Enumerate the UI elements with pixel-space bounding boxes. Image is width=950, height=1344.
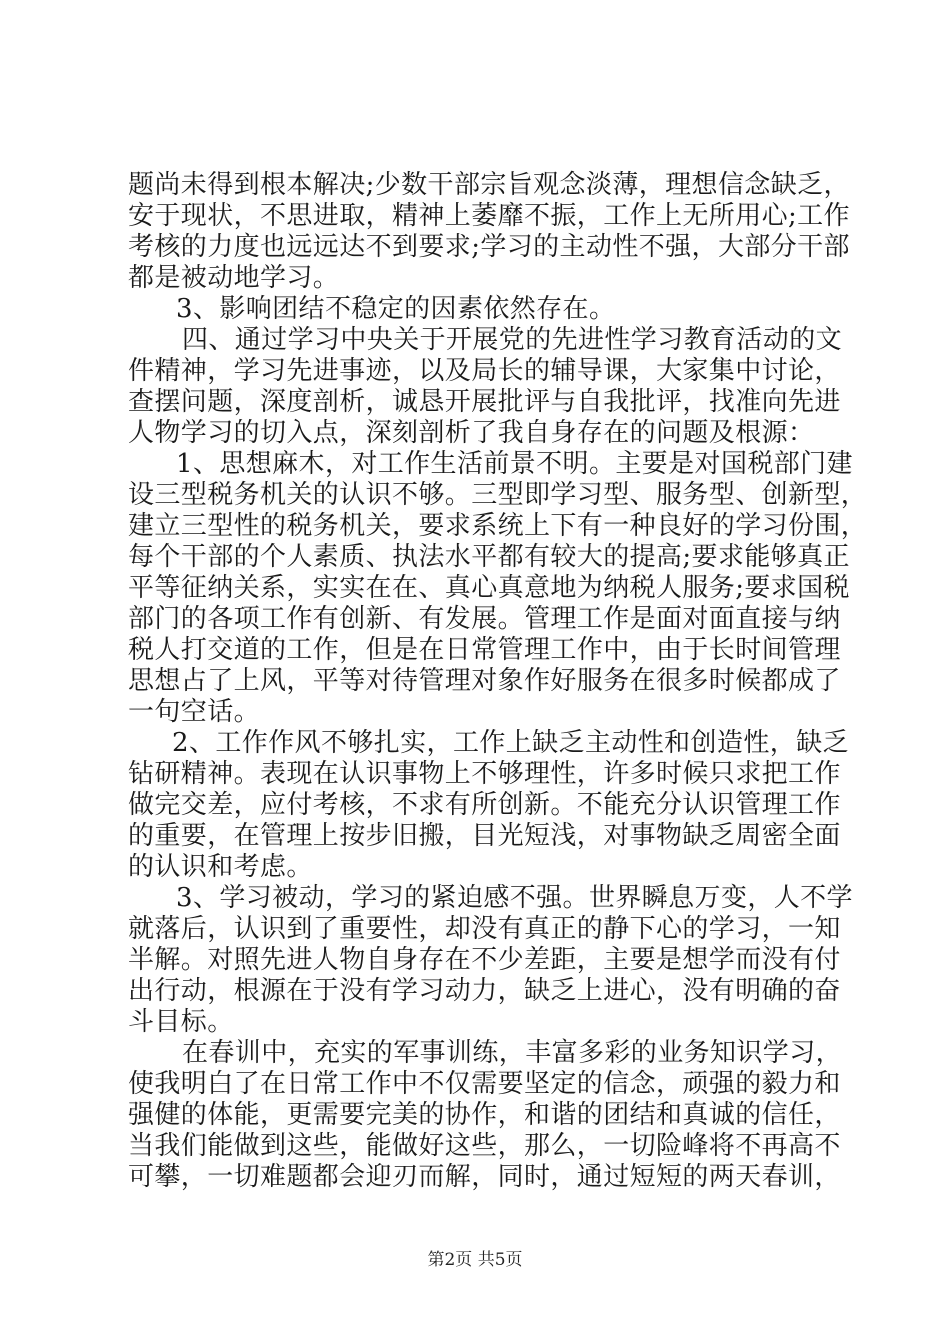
page-number-footer: 第2页 共5页 [427, 1250, 523, 1270]
text-line: 税人打交道的工作，但是在日常管理工作中，由于长时间管理 [128, 635, 841, 665]
text-line: 安于现状，不思进取，精神上萎靡不振，工作上无所用心;工作 [128, 201, 850, 231]
text-line: 建立三型性的税务机关，要求系统上下有一种良好的学习份围， [128, 511, 868, 541]
text-line: 思想占了上风，平等对待管理对象作好服务在很多时候都成了 [128, 666, 841, 696]
text-line: 人物学习的切入点，深刻剖析了我自身存在的问题及根源： [128, 418, 815, 448]
text-line: 做完交差，应付考核，不求有所创新。不能充分认识管理工作 [128, 790, 841, 820]
text-line: 都是被动地学习。 [128, 263, 340, 293]
text-line: 的认识和考虑。 [128, 852, 313, 882]
text-line: 强健的体能，更需要完美的协作，和谐的团结和真诚的信任， [128, 1100, 841, 1130]
document-body [128, 170, 868, 1193]
text-line: 平等征纳关系，实实在在、真心真意地为纳税人服务;要求国税 [128, 573, 850, 603]
text-line: 可攀，一切难题都会迎刃而解，同时，通过短短的两天春训， [128, 1162, 841, 1192]
text-line: 1、思想麻木，对工作生活前景不明。主要是对国税部门建 [176, 449, 853, 479]
text-line: 设三型税务机关的认识不够。三型即学习型、服务型、创新型， [128, 480, 868, 510]
text-line: 部门的各项工作有创新、有发展。管理工作是面对面直接与纳 [128, 604, 841, 634]
text-line: 半解。对照先进人物自身存在不少差距，主要是想学而没有付 [128, 945, 841, 975]
text-line: 就落后，认识到了重要性，却没有真正的静下心的学习，一知 [128, 914, 841, 944]
text-line: 一句空话。 [128, 697, 261, 727]
text-line: 2、工作作风不够扎实，工作上缺乏主动性和创造性，缺乏 [172, 728, 849, 758]
text-line: 考核的力度也远远达不到要求;学习的主动性不强，大部分干部 [128, 232, 850, 262]
text-line: 每个干部的个人素质、执法水平都有较大的提高;要求能够真正 [128, 542, 850, 572]
text-line: 的重要，在管理上按步旧搬，目光短浅，对事物缺乏周密全面 [128, 821, 841, 851]
text-line: 件精神，学习先进事迹，以及局长的辅导课，大家集中讨论， [128, 356, 841, 386]
text-line: 在春训中，充实的军事训练，丰富多彩的业务知识学习， [182, 1038, 843, 1068]
text-line: 3、影响团结不稳定的因素依然存在。 [176, 294, 616, 324]
text-line: 3、学习被动，学习的紧迫感不强。世界瞬息万变，人不学 [176, 883, 853, 913]
text-line: 使我明白了在日常工作中不仅需要坚定的信念，顽强的毅力和 [128, 1069, 841, 1099]
text-line: 当我们能做到这些，能做好这些，那么，一切险峰将不再高不 [128, 1131, 841, 1161]
text-line: 题尚未得到根本解决;少数干部宗旨观念淡薄，理想信念缺乏， [128, 170, 850, 200]
text-line: 四、通过学习中央关于开展党的先进性学习教育活动的文 [182, 325, 843, 355]
text-line: 出行动，根源在于没有学习动力，缺乏上进心，没有明确的奋 [128, 976, 841, 1006]
text-line: 斗目标。 [128, 1007, 234, 1037]
text-line: 钻研精神。表现在认识事物上不够理性，许多时候只求把工作 [128, 759, 841, 789]
text-line: 查摆问题，深度剖析，诚恳开展批评与自我批评，找准向先进 [128, 387, 841, 417]
